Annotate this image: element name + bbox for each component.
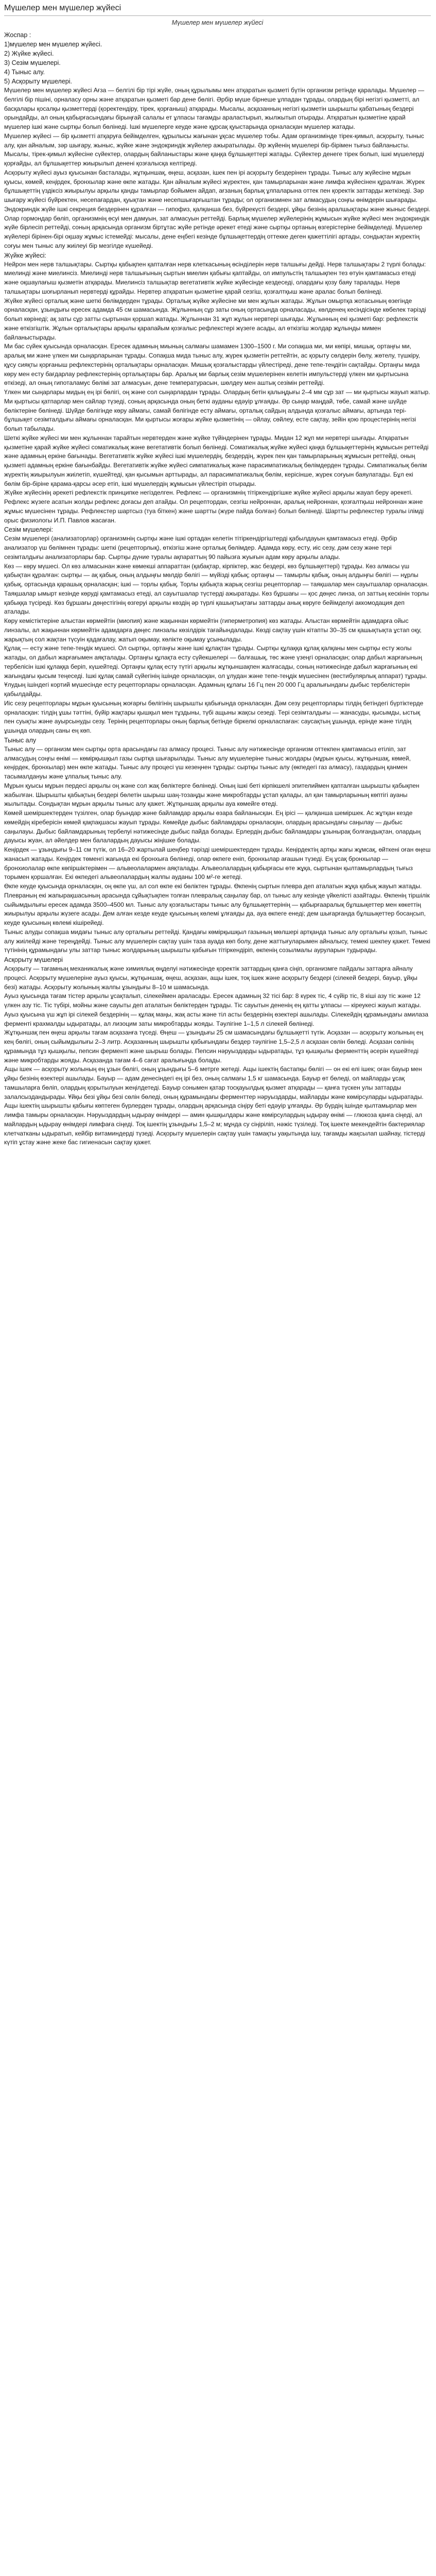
article-section	[4, 955, 431, 1147]
paragraph: Ауыз қуысында тағам тістер арқылы ұсақталып, сілекеймен араласады. Ересек адамның 32 тісі бар: 8 күрек тіс, 4 сүйір тіс, 8 кіші азу тіс және 12 үлкен азу тіс. Тіс түбірі, мойны және сауыты деп аталатын бөліктерден тұрады. Тіс сауытын дененің ең қатты ұлпасы — кіреукесі жауып жатады. Ауыз қуысына үш жұп ірі сілекей бездерінің — құлақ маңы, жақ асты және тіл асты бездерінің өзектері ашылады. Сілекейдің құрамындағы амилаза ферменті крахмалды ыдыратады, ал лизоцим заты микробтарды жояды. Тәулігіне 1–1,5 л сілекей бөлінеді.	[4, 992, 428, 1027]
paragraph: Жұтқыншақ пен өңеш арқылы тағам асқазанға түседі. Өңеш — ұзындығы 25 см шамасындағы бұлшықетті түтік. Асқазан — асқорыту жолының ең кең бөлігі, оның сыйымдылығы 2–3 литр. Асқазанның шырышты қабығындағы бездер тәулігіне 1,5–2,5 л асқазан сөлін бөледі. Асқазан сөлінің құрамында тұз қышқылы, пепсин ферменті және шырыш болады. Пепсин нәруыздарды ыдыратады, тұз қышқылы ферменттің әсерін күшейтеді және микробтарды жояды. Асқазанда тағам 4–6 сағат аралығында болады.	[4, 1029, 424, 1064]
paragraph: Ми бас сүйек қуысында орналасқан. Ересек адамның миының салмағы шамамен 1300–1500 г. Ми сопақша ми, ми көпірі, мишық, ортаңғы ми, аралық ми және үлкен ми сыңарларынан тұрады. Сопақша мида тыныс алу, жүрек қызметін реттейтін, ас қорыту сөлдерін бөлу, жөтелу, түшкіру, құсу сияқты қорғаныш рефлекстерінің орталықтары орналасқан. Мишық қозғалыстарды үйлестіреді, дене тепе-теңдігін сақтайды. Ортаңғы мида көру мен есту бағдарлау рефлекстерінің орталықтары бар. Аралық ми барлық сезім мүшелерінен келетін импульстерді үлкен ми қыртысына өткізеді, ал оның гипоталамус бөлімі зат алмасуын, дене температурасын, шөлдеу мен аштық сезімін реттейді.	[4, 343, 420, 387]
paragraph: Асқорыту жүйесі ауыз қуысынан басталады, жұтқыншақ, өңеш, асқазан, ішек пен ірі асқорыту бездерінен тұрады. Тыныс алу жүйесіне мұрын қуысы, көмей, кеңірдек, бронхылар және өкпе жатады. Қан айналым жүйесі жүректен, қан тамырларынан және лимфа жүйесінен құралған. Жүрек бұлшықеттің үздіксіз жиырылуы арқылы қанды тамырлар бойымен айдап, ағзаның барлық ұлпаларына оттек пен қоректік заттарды жеткізеді. Зәр шығару жүйесі бүйректен, несепағардан, қуықтан және несепшығарғыштан тұрады; ол организмнен зат алмасудың соңғы өнімдерін шығарады.	[4, 168, 425, 204]
paragraph: Ащы ішектің шырышты қабығы көптеген бүрлерден тұрады, олардың арқасында сіңіру беті едәуір ұлғаяды. Әр бүрдің ішінде қылтамырлар мен лимфа тамыры орналасқан. Нәруыздардың ыдырау өнімдері — амин қышқылдары және көмірсулардың ыдырау өнімі — глюкоза қанға сіңеді, ал майлардың ыдырау өнімдері лимфаға сіңеді. Тоқ ішектің ұзындығы 1,5–2 м; мұнда су сіңіріліп, нәжіс түзіледі. Тоқ ішекте мекендейтін бактериялар клетчатканы ыдыратып, кейбір витаминдерді түзеді. Асқорыту мүшелерін сақтау үшін тамақты уақытында ішу, тағамды жақсылап шайнау, тістерді күтіп ұстау және жеке бас гигиенасын сақтау қажет.	[4, 1102, 426, 1146]
paragraph: Кеңірдек — ұзындығы 9–11 см түтік, ол 16–20 жартылай шеңбер тәрізді шеміршектерден тұрады. Кеңірдектің артқы жағы жұмсақ, өйткені оған өңеш жанасып жатады. Кеңірдек төменгі жағында екі бронхыға бөлінеді, олар өкпеге еніп, бронхылар ағашын түзеді. Ең ұсақ бронхылар — бронхиолалар өкпе көпіршіктерімен — альвеолалармен аяқталады. Альвеолалардың қабырғасы өте жұқа, сыртынан қылтамырлардың тығыз торымен қоршалған. Екі өкпедегі альвеолалардың жалпы ауданы 100 м²-ге жетеді.	[4, 846, 431, 881]
toc-item: 1)мүшелер мен мүшелер жүйесі.	[4, 41, 102, 48]
paragraph: Үлкен ми сыңарлары мидың ең ірі бөлігі, оң және сол сыңарлардан тұрады. Олардың бетін қалыңдығы 2–4 мм сұр зат — ми қыртысы жауып жатыр. Ми қыртысы қатпарлар мен сайлар түзеді, соның арқасында оның беткі ауданы едәуір ұлғаяды. Әр сыңар маңдай, төбе, самай және шүйде бөліктеріне бөлінеді. Шүйде бөлігінде көру аймағы, самай бөлігінде есту аймағы, орталық сайдың алдында қозғалыс аймағы, артында тері-бұлшықет сезімталдығы аймағы орналасқан. Ми қыртысы жоғары жүйке қызметінің — ойлау, сөйлеу, есте сақтау, зейін қою процестерінің негізі болып табылады.	[4, 388, 430, 432]
paragraph: Мүшелер мен мүшелер жүйесі Ағза — белгілі бір тірі жүйе, оның құрылымы мен атқаратын қызметі бүтін организм ретінде қаралады. Мүшелер — белгілі бір пішіні, орналасу орны және атқаратын қызметі бар дене бөлігі. Әрбір мүше бірнеше ұлпадан тұрады, олардың бірі негізгі қызметті, ал басқалары қосалқы қызметтерді (қоректендіру, тірек, қорғаныш) атқарады. Мысалы, асқазанның негізгі қызметін шырышты қабатының бездері орындайды, ал оның қабырғасындағы бірыңғай салалы ет ұлпасы тағамды араластырып, жылжытып отырады. Атқаратын қызметіне қарай мүшелер ішкі және сыртқы болып бөлінеді. Ішкі мүшелерге кеуде және құрсақ қуыстарында орналасқан мүшелер жатады.	[4, 87, 425, 130]
toc-item: 5) Асқорыту мүшелері.	[4, 78, 72, 85]
paragraph: Иіс сезу рецепторлары мұрын қуысының жоғарғы бөлігінің шырышты қабығында орналасқан. Дәм сезу рецепторлары тілдің бетіндегі бүртіктерде орналасқан: тілдің ұшы тәттіні, бүйір жақтары қышқыл мен тұздыны, түбі ащыны жақсы сезеді. Тері сезімталдығы — жанасуды, қысымды, ыстық пен суықты және ауырсынуды сезу. Терінің рецепторлары оның барлық бетінде біркелкі орналаспаған: саусақтың ұшында, ерінде және тілдің ұшында олардың саны ең көп.	[4, 699, 424, 734]
paragraph: Эндокриндік жүйе ішкі секреция бездерінен құралған — гипофиз, қалқанша без, бүйрекүсті бездері, ұйқы безінің аралшықтары және жыныс бездері. Олар гормондар бөліп, организмнің өсуі мен дамуын, зат алмасуын реттейді. Барлық мүшелер жүйелерінің жұмысын жүйке жүйесі мен эндокриндік жүйе бірлесіп реттейді, соның арқасында организм біртұтас жүйе ретінде әрекет етеді және сыртқы ортаның өзгерістеріне бейімделеді. Мүшелер жүйелері бірінен-бірі оқшау жұмыс істемейді: мысалы, дене еңбегі кезінде бұлшықеттердің оттекке деген қажеттілігі артады, сондықтан жүректің соғуы мен тыныс алу жиілеуі бір мезгілде күшейеді.	[4, 205, 431, 249]
paragraph: Тыныс алуды сопақша мидағы тыныс алу орталығы реттейді. Қандағы көмірқышқыл газының мөлшері артқанда тыныс алу орталығы қозып, тыныс алу жиілейді және тереңдейді. Тыныс алу мүшелерін сақтау үшін таза ауада көп болу, дене жаттығуларымен айналысу, темекі шекпеу қажет. Темекі түтінінің құрамындағы улы заттар тыныс жолдарының шырышты қабығын тітіркендіріп, өкпенің созылмалы ауруларын тудырады.	[4, 928, 430, 954]
toc-item: 4) Тыныс алу.	[4, 69, 45, 76]
paragraph: Жүйке жүйесі орталық және шеткі бөлімдерден тұрады. Орталық жүйке жүйесіне ми мен жұлын жатады. Жұлын омыртқа жотасының өзегінде орналасқан, ұзындығы ересек адамда 45 см шамасында. Жұлынның сұр заты оның ортасында орналасады, көлденең кесіндісінде көбелек тәрізді болып көрінеді; ақ заты сұр затты сыртынан қоршап жатады. Жұлыннан 31 жұп жұлын нервтері шығады. Жұлынның екі қызметі бар: рефлекстік және өткізгіштік. Жұлын орталықтары арқылы қарапайым қозғалыс рефлекстері жүзеге асады, ал өткізгіш жолдар жұлынды мимен байланыстырады.	[4, 297, 426, 341]
article-section	[4, 86, 431, 251]
paragraph: Көру кемістіктеріне алыстан көрмейтін (миопия) және жақыннан көрмейтін (гиперметропия) көз жатады. Алыстан көрмейтін адамдарға ойыс линзалы, ал жақыннан көрмейтін адамдарға дөңес линзалы көзілдірік тағайындалады. Көзді сақтау үшін кітапты 30–35 см қашықтықта ұстап оқу, жарықтың сол жақтан түсуін қадағалау, жатып оқымау, көлікте оқымау ұсынылады.	[4, 617, 422, 643]
page-title: Мүшелер мен мүшелер жүйесі	[4, 4, 121, 12]
paragraph: Көмей шеміршектерден түзілген, олар буындар және байламдар арқылы өзара байланысқан. Ең ірісі — қалқанша шеміршек. Ас жұтқан кезде көмейдің кіреберісін көмей қақпақшасы жауып тұрады. Көмейде дыбыс байламдары орналасқан, олардың арасындағы саңылау — дыбыс саңылауы. Дыбыс байламдарының тербелуі нәтижесінде дыбыс пайда болады. Ерлердің дыбыс байламдары ұзынырақ болғандықтан, олардың дауысы жуан, ал әйелдер мен балалардың дауысы жіңішке болады.	[4, 809, 421, 844]
paragraph: Асқорыту — тағамның механикалық және химиялық өңделуі нәтижесінде қоректік заттардың қанға сіңіп, организмге пайдалы заттарға айналу процесі. Асқорыту мүшелеріне ауыз қуысы, жұтқыншақ, өңеш, асқазан, ащы ішек, тоқ ішек және асқорыту бездері (сілекей бездері, бауыр, ұйқы безі) жатады. Асқорыту жолының жалпы ұзындығы 8–10 м шамасында.	[4, 965, 417, 991]
paragraph: Шеткі жүйке жүйесі ми мен жұлыннан тарайтын нервтерден және жүйке түйіндерінен тұрады. Мидан 12 жұп ми нервтері шығады. Атқаратын қызметіне қарай жүйке жүйесі соматикалық және вегетативтік болып бөлінеді. Соматикалық жүйке жүйесі қаңқа бұлшықеттерінің жұмысын реттейді және адамның еркіне бағынады. Вегетативтік жүйке жүйесі ішкі мүшелердің, бездердің, жүрек пен қан тамырларының жұмысын реттейді, оның қызметі адамның еркіне бағынбайды. Вегетативтік жүйке жүйесі симпатикалық және парасимпатикалық бөлімдерден тұрады. Симпатикалық бөлім жүректің жиырылуын жиілетіп, күшейтеді, қан қысымын арттырады, ал парасимпатикалық бөлім, керісінше, жүрек соғуын баяулатады. Бұл екі бөлім бір-біріне қарама-қарсы әсер етіп, ішкі мүшелердің жұмысын үйлестіріп отырады.	[4, 434, 429, 487]
paragraph: Мұрын қуысы мұрын пердесі арқылы оң және сол жақ бөліктерге бөлінеді. Оның ішкі беті кірпікшелі эпителиймен қапталған шырышты қабықпен жабылған. Шырышты қабықтың бездері бөлетін шырыш шаң-тозаңды және микробтарды ұстап қалады, ал қан тамырларының көптігі ауаны жылытады. Сондықтан мұрын арқылы тыныс алу қажет. Жұтқыншақ арқылы ауа көмейге өтеді.	[4, 782, 420, 808]
paragraph: Жүйке жүйесінің әрекеті рефлекстік принципке негізделген. Рефлекс — организмнің тітіркендіргішке жүйке жүйесі арқылы жауап беру әрекеті. Рефлекс жүзеге асатын жолды рефлекс доғасы деп атайды. Ол рецептордан, сезгіш нейроннан, аралық нейроннан, қозғалтқыш нейроннан және жұмыс мүшесінен тұрады. Рефлекстер шартсыз (туа біткен) және шартты (жүре пайда болған) болып бөлінеді. Шартты рефлекстер туралы ілімді орыс физиологы И.П. Павлов жасаған.	[4, 489, 424, 524]
toc-item: 2) Жүйке жүйесі.	[4, 50, 54, 57]
paragraph: Мүшелер жүйесі — бір қызметті атқаруға бейімделген, құрылысы жағынан ұқсас мүшелер тобы. Адам организмінде тірек-қимыл, асқорыту, тыныс алу, қан айналым, зәр шығару, жыныс, жүйке және эндокриндік жүйелер ажыратылады. Әр жүйенің мүшелері бір-бірімен тығыз байланысты. Мысалы, тірек-қимыл жүйесіне сүйектер, олардың байланыстары және қаңқа бұлшықеттері жатады. Сүйектер денеге тірек болып, ішкі мүшелерді қорғайды, ал бұлшықеттер жиырылып денені қозғалысқа келтіреді.	[4, 132, 424, 167]
section-heading: Асқорыту мүшелері	[4, 956, 63, 963]
toc-heading: Жоспар :	[4, 31, 31, 39]
section-heading: Сезім мүшелері:	[4, 526, 54, 534]
paragraph: Нейрон мен нерв талшықтары. Сыртқы қабықпен қапталған нерв клеткасының өсінділерін нерв талшығы дейді. Нерв талшықтары 2 түрлі болады: миелинді және миелинсіз. Миелинді нерв талшығының сыртын миелин қабығы қаптайды, ол импульстің талшықпен тез өтуін қамтамасыз етеді және оқшаулағыш қызметін атқарады. Миелинсіз талшықтар вегетативтік жүйке жүйесінде кездеседі, олардағы қозу баяу таралады. Нерв талшықтары шоғырланып нервтерді құрайды. Нервтер атқаратын қызметіне қарай сезгіш, қозғалтқыш және аралас болып бөлінеді.	[4, 260, 426, 295]
document-page	[0, 0, 436, 1147]
article-section	[4, 525, 431, 736]
page-subtitle: Мүшелер мен мүшелер жүйесі	[171, 19, 264, 26]
toc-list	[4, 40, 431, 86]
paragraph: Өкпе кеуде қуысында орналасқан, оң өкпе үш, ал сол өкпе екі бөліктен тұрады. Өкпенің сыртын плевра деп аталатын жұқа қабық жауып жатады. Плевраның екі жапырақшасының арасында сұйықтықпен толған плевралық саңылау бар, ол тыныс алу кезінде үйкелісті азайтады. Өкпенің тіршілік сыйымдылығы ересек адамда 3500–4500 мл. Тыныс алу қозғалыстары тыныс алу бұлшықеттерінің — қабырғааралық бұлшықеттер мен көкеттің жиырылуы арқылы жүзеге асады. Дем алған кезде кеуде қуысының көлемі ұлғаяды да, ауа өкпеге енеді; дем шығарғанда бұлшықеттер босаңсып, кеуде қуысының көлемі кішірейеді.	[4, 883, 430, 926]
paragraph: Тыныс алу — организм мен сыртқы орта арасындағы газ алмасу процесі. Тыныс алу нәтижесінде организм оттекпен қамтамасыз етіліп, зат алмасудың соңғы өнімі — көмірқышқыл газы сыртқа шығарылады. Тыныс алу мүшелеріне тыныс жолдары (мұрын қуысы, жұтқыншақ, көмей, кеңірдек, бронхылар) мен өкпе жатады. Тыныс алу процесі үш кезеңнен тұрады: сыртқы тыныс алу (өкпедегі газ алмасу), газдардың қанмен тасымалдануы және ұлпалық тыныс алу.	[4, 745, 411, 780]
article-section	[4, 251, 431, 526]
article-body	[4, 86, 431, 1147]
paragraph: Көз — көру мүшесі. Ол көз алмасынан және көмекші аппараттан (қабақтар, кірпіктер, жас бездері, көз бұлшықеттері) тұрады. Көз алмасы үш қабықтан құралған: сыртқы — ақ қабық, оның алдыңғы мөлдір бөлігі — мүйізді қабық; ортаңғы — тамырлы қабық, оның алдыңғы бөлігі — нұрлы қабық, ортасында қарашық орналасқан; ішкі — торлы қабық. Торлы қабықта жарық сезгіш рецепторлар — таяқшалар мен сауытшалар орналасқан. Таяқшалар ымырт кезінде көруді қамтамасыз етеді, ал сауытшалар түстерді ажыратады. Көз бұршағы — қос дөңес линза, ол заттың кескінін торлы қабыққа түсіреді. Көз бұршағы дөңестігінің өзгеруі арқылы көздің әр түрлі қашықтықтағы заттарды анық көруге бейімделуі аккомодация деп аталады.	[4, 562, 429, 616]
article-section	[4, 736, 431, 955]
section-heading: Жүйке жүйесі:	[4, 251, 46, 259]
toc-item: 3) Сезім мүшелері.	[4, 59, 61, 66]
paragraph: Сезім мүшелері (анализаторлар) организмнің сыртқы және ішкі ортадан келетін тітіркендіргіштерді қабылдауын қамтамасыз етеді. Әрбір анализатор үш бөлімнен тұрады: шеткі (рецепторлық), өткізгіш және орталық бөлімдер. Адамда көру, есту, иіс сезу, дәм сезу және тері сезімталдығы анализаторлары бар. Сыртқы дүние туралы ақпараттың 90 пайызға жуығын адам көру арқылы алады.	[4, 535, 397, 561]
paragraph: Құлақ — есту және тепе-теңдік мүшесі. Ол сыртқы, ортаңғы және ішкі құлақтан тұрады. Сыртқы құлаққа құлақ қалқаны мен сыртқы есту жолы жатады, ол дабыл жарғағымен аяқталады. Ортаңғы құлақта есту сүйекшелері — балғашық, төс және үзеңгі орналасқан; олар дабыл жарғағының тербелісін ішкі құлаққа беріп, күшейтеді. Ортаңғы құлақ есту түтігі арқылы жұтқыншақпен жалғасады, соның нәтижесінде дабыл жарғағының екі жағындағы қысым теңеседі. Ішкі құлақ самай сүйегінің ішінде орналасқан, ол ұлудан және тепе-теңдік мүшесінен (вестибулярлық аппарат) тұрады. Ұлудың ішіндегі кортий мүшесінде есту рецепторлары орналасқан. Адамның құлағы 16 Гц пен 20 000 Гц аралығындағы дыбыс тербелістерін қабылдайды.	[4, 645, 428, 698]
paragraph: Ащы ішек — асқорыту жолының ең ұзын бөлігі, оның ұзындығы 5–6 метрге жетеді. Ащы ішектің бастапқы бөлігі — он екі елі ішек; оған бауыр мен ұйқы безінің өзектері ашылады. Бауыр — адам денесіндегі ең ірі без, оның салмағы 1,5 кг шамасында. Бауыр өт бөледі, ол майларды ұсақ тамшыларға бөліп, олардың қорытылуын жеңілдетеді. Бауыр сонымен қатар тосқауылдық қызмет атқарады — қанға түскен улы заттарды залалсыздандырады. Ұйқы безі ұйқы безі сөлін бөледі, оның құрамындағы ферменттер нәруыздарды, майларды және көмірсуларды ыдыратады.	[4, 1065, 424, 1100]
title-divider	[4, 15, 431, 16]
section-heading: Тыныс алу	[4, 736, 37, 744]
